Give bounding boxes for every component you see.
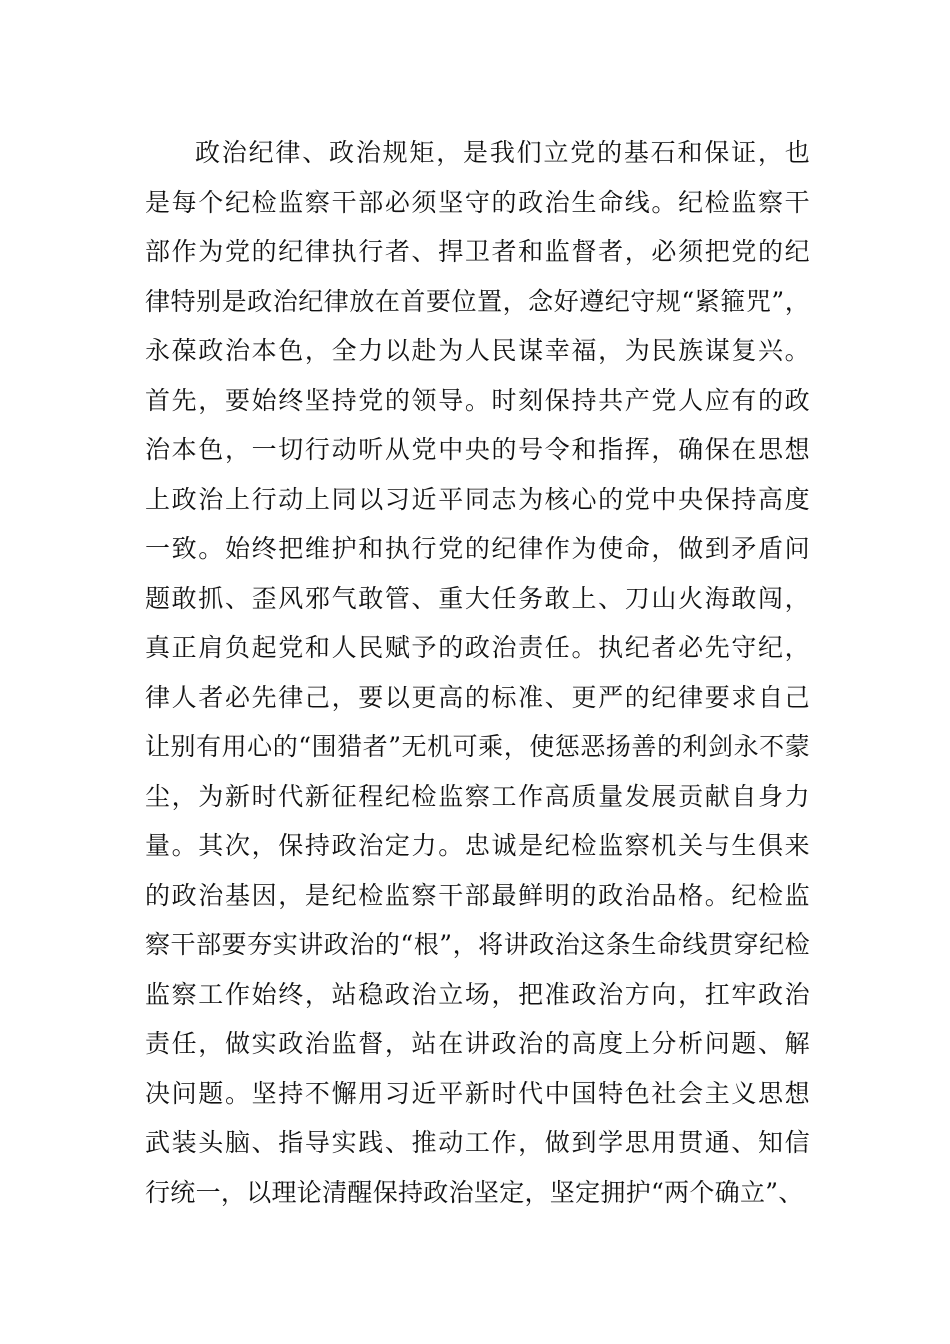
text-line-9: 一致。始终把维护和执行党的纪律作为使命，做到矛盾问 xyxy=(145,534,810,563)
text-line-12: 律人者必先律己，要以更高的标准、更严的纪律要求自己 xyxy=(145,682,810,712)
body-paragraph xyxy=(145,128,810,1217)
text-line-5: 永葆政治本色，全力以赴为人民谋幸福，为民族谋复兴。 xyxy=(145,336,810,365)
text-line-7: 治本色，一切行动听从党中央的号令和指挥，确保在思想 xyxy=(145,435,810,464)
text-line-18: 监察工作始终，站稳政治立场，把准政治方向，扛牢政治 xyxy=(145,979,810,1009)
text-line-11: 真正肩负起党和人民赋予的政治责任。执纪者必先守纪， xyxy=(145,633,810,662)
text-line-2: 是每个纪检监察干部必须坚守的政治生命线。纪检监察干 xyxy=(145,187,810,217)
text-line-15: 量。其次，保持政治定力。忠诚是纪检监察机关与生俱来 xyxy=(145,831,810,860)
text-line-4: 律特别是政治纪律放在首要位置，念好遵纪守规“紧箍咒”， xyxy=(145,286,810,316)
text-line-19: 责任，做实政治监督，站在讲政治的高度上分析问题、解 xyxy=(145,1029,810,1058)
text-line-8: 上政治上行动上同以习近平同志为核心的党中央保持高度 xyxy=(145,484,810,514)
text-line-14: 尘，为新时代新征程纪检监察工作高质量发展贡献自身力 xyxy=(145,781,810,811)
text-line-21: 武装头脑、指导实践、推动工作，做到学思用贯通、知信 xyxy=(145,1128,810,1157)
text-line-17: 察干部要夯实讲政治的“根”，将讲政治这条生命线贯穿纪检 xyxy=(145,930,810,959)
text-line-16: 的政治基因，是纪检监察干部最鲜明的政治品格。纪检监 xyxy=(145,880,810,910)
text-line-10: 题敢抓、歪风邪气敢管、重大任务敢上、刀山火海敢闯， xyxy=(145,583,810,613)
text-line-1: 政治纪律、政治规矩，是我们立党的基石和保证，也 xyxy=(195,138,810,167)
text-line-22: 行统一，以理论清醒保持政治坚定，坚定拥护“两个确立”、 xyxy=(145,1177,804,1207)
text-line-6: 首先，要始终坚持党的领导。时刻保持共产党人应有的政 xyxy=(145,385,810,415)
text-line-13: 让别有用心的“围猎者”无机可乘，使惩恶扬善的利剑永不蒙 xyxy=(145,732,810,761)
text-line-20: 决问题。坚持不懈用习近平新时代中国特色社会主义思想 xyxy=(145,1078,810,1108)
text-line-3: 部作为党的纪律执行者、捍卫者和监督者，必须把党的纪 xyxy=(145,237,810,266)
